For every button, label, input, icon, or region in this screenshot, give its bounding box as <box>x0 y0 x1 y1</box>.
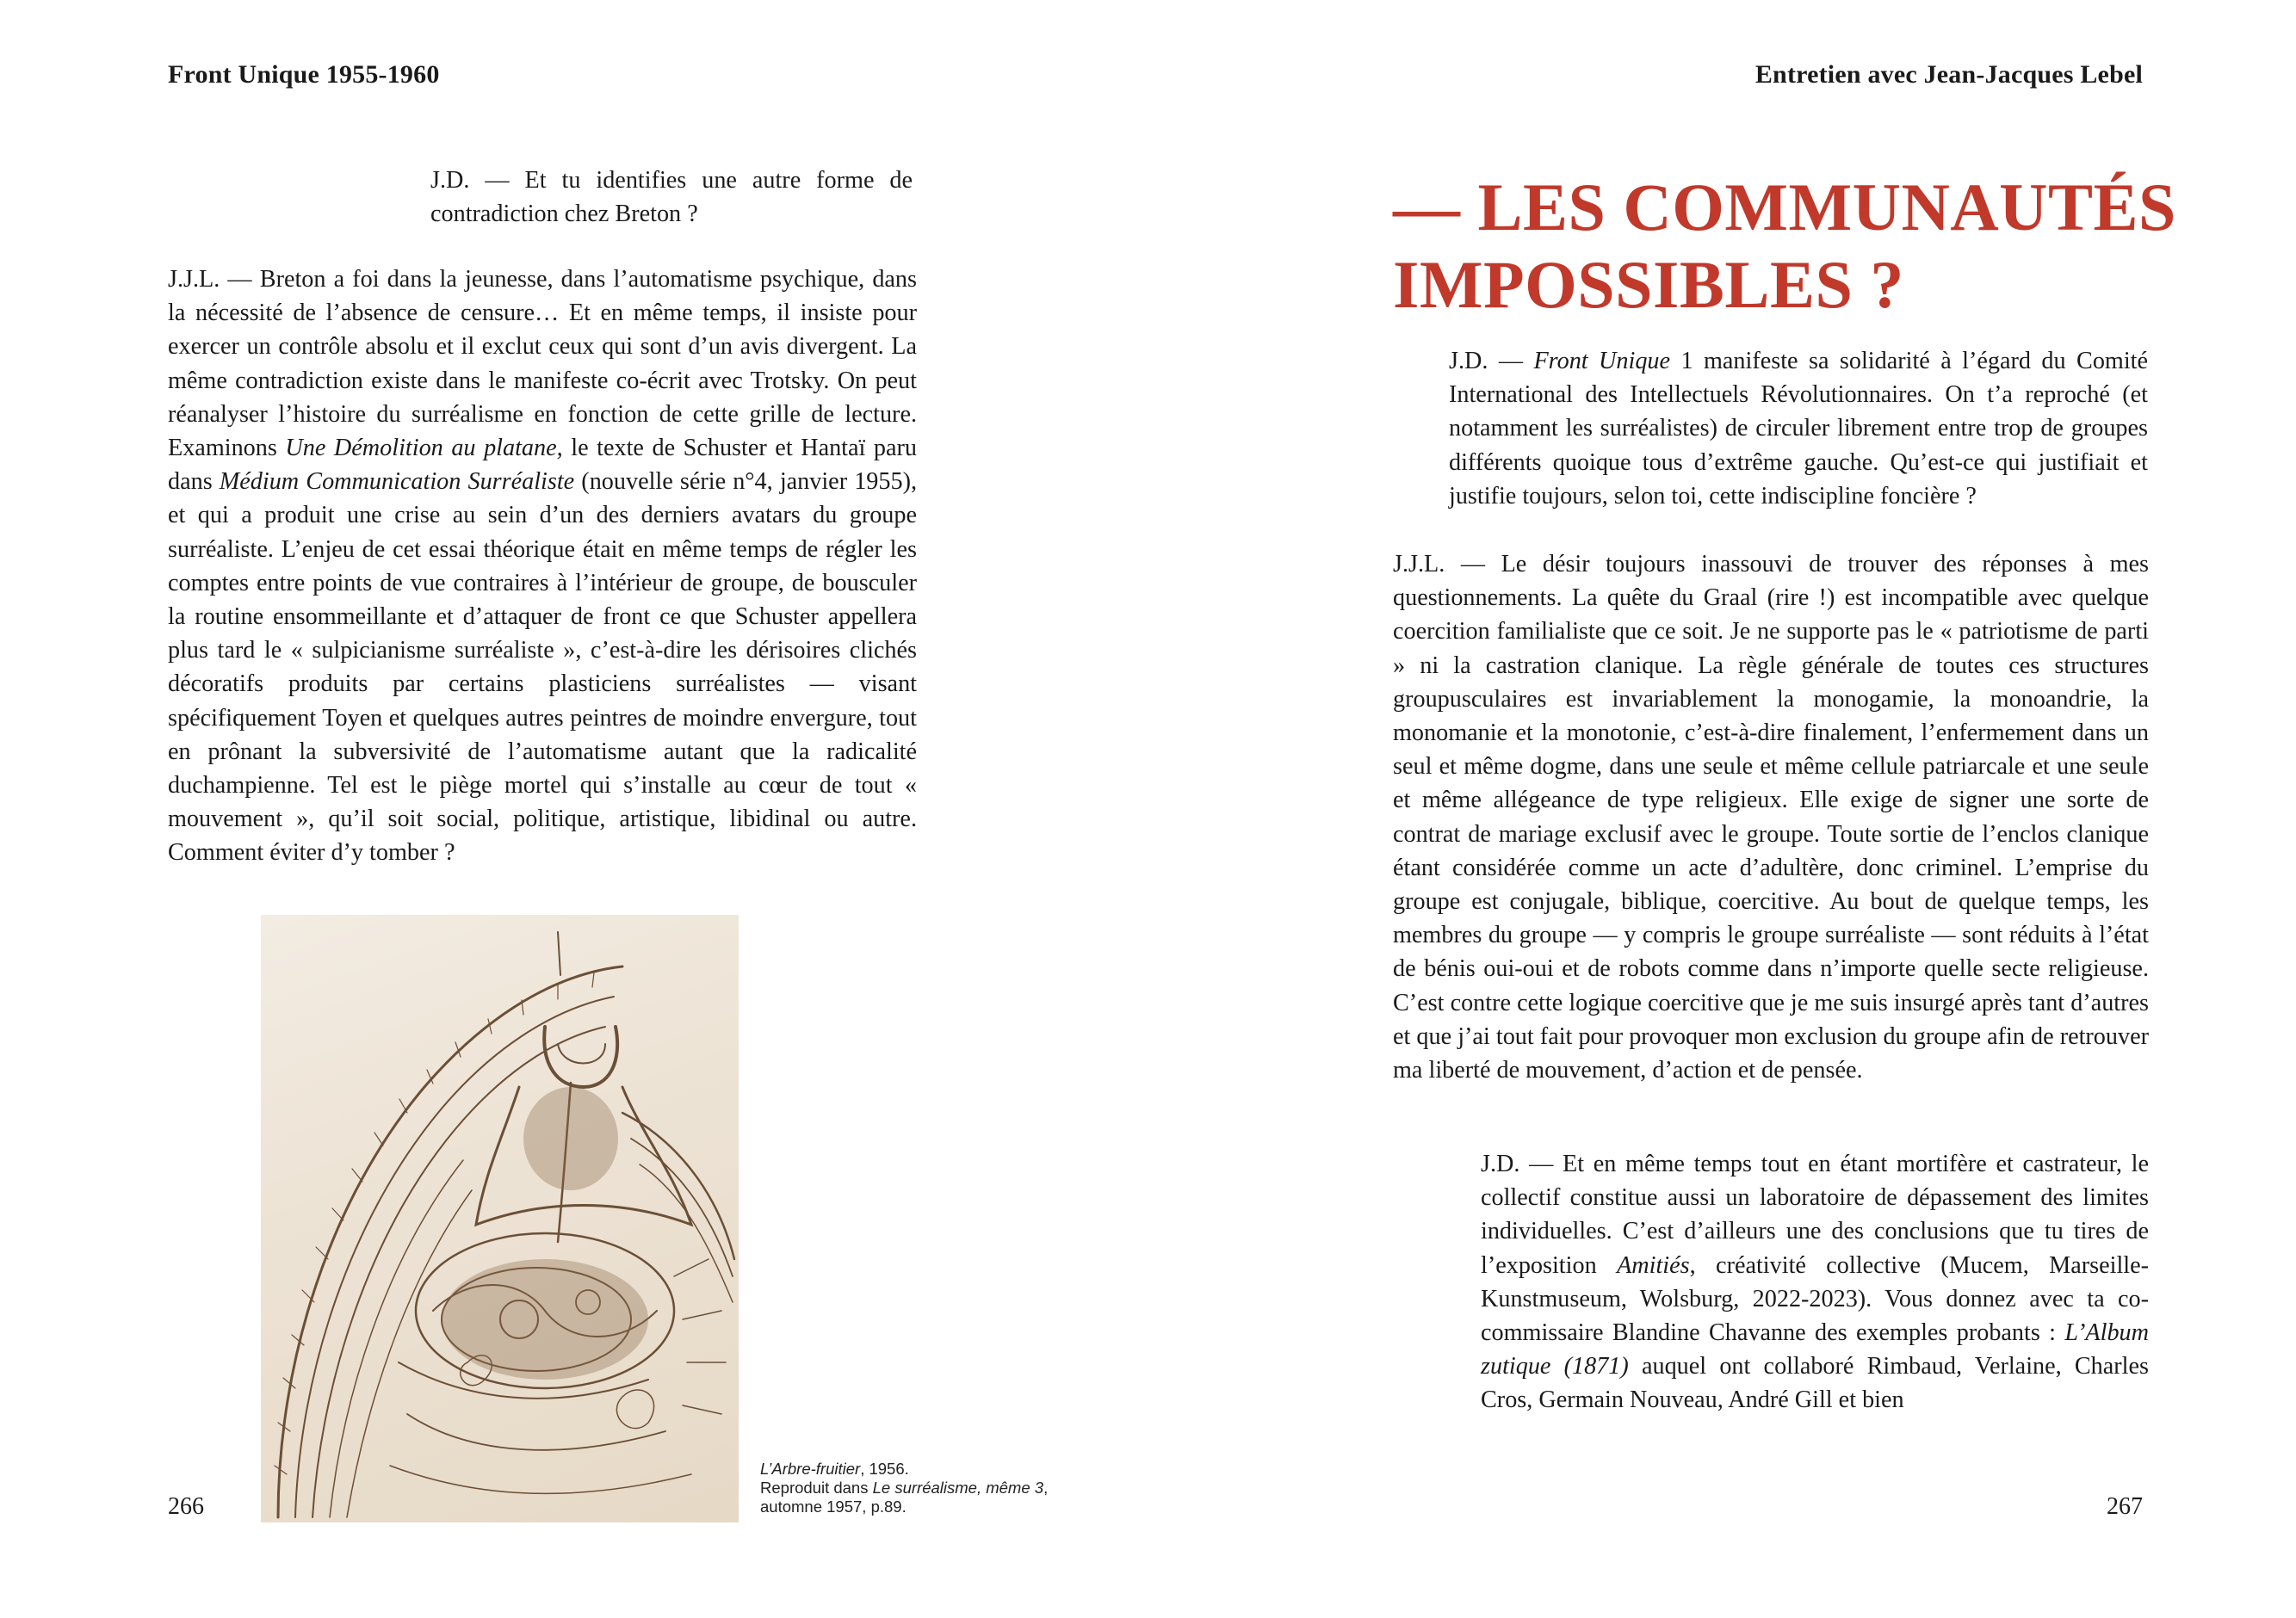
answer-text: Le désir toujours inassouvi de trouver des réponses à mes questionnements. La quête du Graal (rire !) est incompatible avec quelque coercition familialiste que ce soit. Je ne supporte pas le « patriotisme de parti » ni la castration clanique. La règle générale de toutes ces structures groupusculaires est invariablement la monogamie, la monoandrie, la monomanie et la monotonie, c’est-à-dire finalement, l’enfermement dans un seul et même dogme, dans une seule et même cellule patriarcale et une seule et même allégeance de type religieux. Elle exige de signer une sorte de contrat de mariage exclusif avec le groupe. Toute sortie de l’enclos clanique étant considérée comme un acte d’adultère, donc criminel. L’emprise du groupe est conjugale, biblique, coercitive. Au bout de quelque temps, les membres du groupe — y compris le groupe surréaliste — sont réduits à l’état de bénis oui-oui et de robots comme dans n’importe quelle secte religieuse. C’est contre cette logique coercitive que je me suis insurgé après tant d’autres et que j’ai tout fait pour provoquer mon exclusion du groupe afin de retrouver ma liberté de mouvement, d’action et de pensée. <box>1393 551 2149 1084</box>
work-title: Une Démolition au platane, <box>285 435 563 462</box>
page-number-left: 266 <box>168 1493 204 1520</box>
answer-paragraph <box>168 262 917 870</box>
question-text: Et en même temps tout en étant mortifère et castrateur, le collectif constitue aussi un laboratoire de dépassement des limites individuelles. C’est d’ailleurs une des conclusions que tu tires de l’exposition <box>1481 1151 2150 1279</box>
speaker-label: J.J.L. — <box>1393 551 1501 577</box>
question-text: Et tu identifies une autre forme de contradiction chez Breton ? <box>430 167 913 228</box>
speaker-label: J.D. — <box>1449 348 1534 374</box>
work-title: L’Album zutique (1871) <box>1481 1319 2149 1380</box>
question-paragraph <box>430 164 913 231</box>
page-number-right: 267 <box>2107 1493 2143 1520</box>
speaker-label: J.J.L. — <box>168 266 260 293</box>
caption-line-3: automne 1957, p.89. <box>760 1498 907 1516</box>
work-title: Amitiés <box>1617 1251 1690 1279</box>
question-text: 1 manifeste sa solidarité à l’égard du Comité International des Intellectuels Révolutionnaires. On t’a reproché (et notamment les surréalistes) de circuler librement entre trop de groupes différents quoique tous d’extrême gauche. Qu’est-ce qui justifiait et justifie toujours, selon toi, cette indiscipline foncière ? <box>1449 348 2149 509</box>
speaker-label: J.D. — <box>430 167 525 194</box>
answer-text: (nouvelle série n°4, janvier 1955), et qui a produit une crise au sein d’un des derniers avatars du groupe surréaliste. L’enjeu de cet essai théorique était en même temps de régler les comptes entre points de vue contraires à l’intérieur de groupe, de bousculer la routine ensommeillante et d’attaquer de front ce que Schuster appellera plus tard le « sulpicianisme surréaliste », c’est-à-dire les dérisoires clichés décoratifs produits par certains plasticiens surréalistes — visant spécifiquement Toyen et quelques autres peintres de moindre envergure, tout en prônant la subversivité de l’automatisme autant que la radicalité duchampienne. Tel est le piège mortel qui s’installe au cœur de tout « mouvement », qu’il soit social, politique, artistique, libidinal ou autre. Comment éviter d’y tomber ? <box>168 468 918 867</box>
caption-line-2 <box>760 1479 1070 1498</box>
chapter-title <box>1393 169 2176 324</box>
question-paragraph <box>1481 1147 2149 1417</box>
speaker-label: J.D. — <box>1481 1151 1563 1177</box>
question-text: , créativité collective (Mucem, Marseille-Kunstmuseum, Wolsburg, 2022-2023). Vous donnez avec ta co-commissaire Blandine Chavanne des exemples probants : <box>1481 1251 2149 1347</box>
question-text: auquel ont collaboré Rimbaud, Verlaine, Charles Cros, Germain Nouveau, André Gill et bien <box>1481 1353 2149 1414</box>
work-title: Médium Communication Surréaliste <box>219 468 575 496</box>
chapter-title-line-1: — LES COMMUNAUTÉS <box>1393 170 2176 244</box>
answer-text: le texte de Schuster et Hantaï paru dans <box>168 435 917 496</box>
arbre-fruitier-artwork <box>261 915 739 1522</box>
answer-text: Breton a foi dans la jeunesse, dans l’automatisme psychique, dans la nécessité de l’absence de censure… Et en même temps, il insiste pour exercer un contrôle absolu et il exclut ceux qui sont d’un avis divergent. La même contradiction existe dans le manifeste co-écrit avec Trotsky. On peut réanalyser l’histoire du surréalisme en fonction de cette grille de lecture. Examinons <box>168 266 917 462</box>
caption-line-1 <box>760 1460 1070 1479</box>
question-paragraph <box>1449 344 2148 513</box>
answer-paragraph <box>1393 547 2149 1087</box>
caption-year: , 1956. <box>860 1460 909 1478</box>
caption-title: Le surréalisme, même 3 <box>872 1479 1044 1497</box>
figure-caption <box>760 1460 1070 1516</box>
caption-text: , <box>1043 1479 1049 1497</box>
caption-title: L’Arbre-fruitier <box>760 1460 861 1478</box>
caption-text: Reproduit dans <box>760 1479 873 1497</box>
running-head-left: Front Unique 1955-1960 <box>168 60 440 89</box>
chapter-title-line-2: IMPOSSIBLES ? <box>1393 247 1904 322</box>
work-title: Front Unique <box>1533 348 1671 374</box>
running-head-right: Entretien avec Jean-Jacques Lebel <box>1754 60 2143 89</box>
